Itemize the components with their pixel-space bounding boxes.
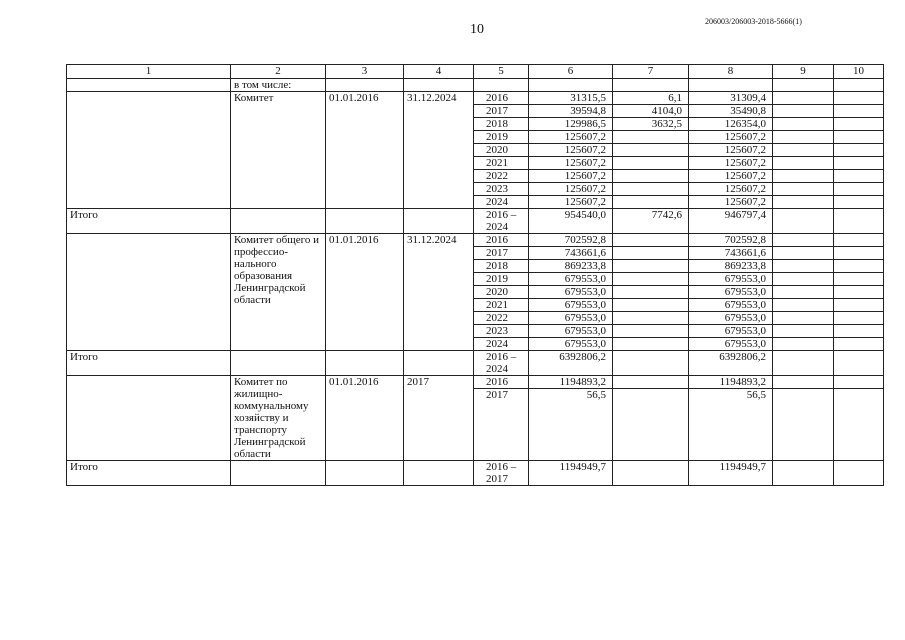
total-value-cell: 1194949,7	[529, 461, 613, 486]
total-value-cell	[613, 461, 689, 486]
value-cell: 125607,2	[689, 196, 773, 209]
subtitle-row	[67, 79, 884, 92]
cell	[773, 461, 834, 486]
cell	[834, 273, 884, 286]
value-cell: 125607,2	[529, 170, 613, 183]
total-value-cell: 954540,0	[529, 209, 613, 234]
cell	[834, 376, 884, 389]
value-cell: 679553,0	[689, 286, 773, 299]
cell	[834, 351, 884, 376]
year-cell: 2020	[474, 144, 529, 157]
value-cell	[613, 286, 689, 299]
value-cell: 125607,2	[529, 157, 613, 170]
value-cell	[613, 247, 689, 260]
value-cell	[613, 273, 689, 286]
header-cell: 10	[834, 65, 884, 79]
value-cell: 3632,5	[613, 118, 689, 131]
cell	[773, 118, 834, 131]
cell	[773, 312, 834, 325]
cell	[834, 286, 884, 299]
value-cell: 679553,0	[689, 273, 773, 286]
cell	[773, 286, 834, 299]
cell	[773, 183, 834, 196]
value-cell: 1194893,2	[689, 376, 773, 389]
year-cell: 2021	[474, 157, 529, 170]
value-cell: 679553,0	[529, 325, 613, 338]
cell	[404, 351, 474, 376]
value-cell	[613, 389, 689, 461]
value-cell: 702592,8	[689, 234, 773, 247]
cell	[773, 273, 834, 286]
cell	[67, 376, 231, 461]
value-cell: 125607,2	[529, 131, 613, 144]
header-cell: 1	[67, 65, 231, 79]
cell	[773, 79, 834, 92]
year-cell: 2016	[474, 376, 529, 389]
year-cell: 2024	[474, 338, 529, 351]
cell	[773, 234, 834, 247]
end-date-cell: 2017	[404, 376, 474, 461]
header-cell: 6	[529, 65, 613, 79]
value-cell: 702592,8	[529, 234, 613, 247]
cell	[834, 260, 884, 273]
value-cell: 56,5	[529, 389, 613, 461]
cell	[773, 325, 834, 338]
value-cell: 125607,2	[689, 183, 773, 196]
header-cell: 3	[326, 65, 404, 79]
value-cell	[613, 312, 689, 325]
header-cell: 7	[613, 65, 689, 79]
cell	[834, 131, 884, 144]
cell	[773, 260, 834, 273]
cell	[326, 461, 404, 486]
cell	[773, 105, 834, 118]
cell	[404, 209, 474, 234]
header-cell: 8	[689, 65, 773, 79]
cell	[773, 351, 834, 376]
value-cell: 56,5	[689, 389, 773, 461]
org-cell: Комитет по жилищно-коммунальному хозяйству и транспорту Ленинградской области	[231, 376, 326, 461]
value-cell	[613, 234, 689, 247]
value-cell	[613, 157, 689, 170]
cell	[404, 461, 474, 486]
value-cell: 679553,0	[689, 338, 773, 351]
year-cell: 2019	[474, 131, 529, 144]
cell	[834, 338, 884, 351]
cell	[834, 79, 884, 92]
year-cell: 2017	[474, 389, 529, 461]
cell	[773, 299, 834, 312]
cell	[834, 247, 884, 260]
value-cell	[613, 183, 689, 196]
value-cell: 31315,5	[529, 92, 613, 105]
header-cell: 4	[404, 65, 474, 79]
value-cell: 679553,0	[529, 338, 613, 351]
end-date-cell: 31.12.2024	[404, 234, 474, 351]
cell	[773, 92, 834, 105]
cell	[834, 325, 884, 338]
total-label-cell: Итого	[67, 209, 231, 234]
value-cell: 125607,2	[529, 183, 613, 196]
value-cell: 129986,5	[529, 118, 613, 131]
value-cell: 679553,0	[689, 325, 773, 338]
table-row	[67, 376, 884, 389]
total-years-cell: 2016 – 2017	[474, 461, 529, 486]
year-cell: 2017	[474, 105, 529, 118]
year-cell: 2023	[474, 183, 529, 196]
value-cell: 35490,8	[689, 105, 773, 118]
year-cell: 2016	[474, 234, 529, 247]
value-cell	[613, 131, 689, 144]
cell	[834, 234, 884, 247]
cell	[404, 79, 474, 92]
cell	[67, 234, 231, 351]
cell	[67, 79, 231, 92]
value-cell: 125607,2	[529, 144, 613, 157]
value-cell	[613, 196, 689, 209]
year-cell: 2024	[474, 196, 529, 209]
header-cell: 9	[773, 65, 834, 79]
total-label-cell: Итого	[67, 461, 231, 486]
start-date-cell: 01.01.2016	[326, 234, 404, 351]
total-value-cell	[613, 351, 689, 376]
value-cell	[613, 299, 689, 312]
document-id: 206003/206003-2018-5666(1)	[705, 17, 802, 26]
cell	[773, 157, 834, 170]
cell	[326, 79, 404, 92]
cell	[326, 351, 404, 376]
table-row	[67, 234, 884, 247]
cell	[67, 92, 231, 209]
cell	[834, 389, 884, 461]
value-cell	[613, 338, 689, 351]
value-cell: 679553,0	[529, 286, 613, 299]
value-cell: 869233,8	[689, 260, 773, 273]
cell	[773, 209, 834, 234]
cell	[773, 196, 834, 209]
cell	[834, 118, 884, 131]
value-cell: 125607,2	[689, 170, 773, 183]
cell	[773, 144, 834, 157]
total-value-cell: 1194949,7	[689, 461, 773, 486]
cell	[326, 209, 404, 234]
value-cell	[613, 260, 689, 273]
cell	[834, 209, 884, 234]
cell	[231, 209, 326, 234]
value-cell	[613, 376, 689, 389]
cell	[773, 376, 834, 389]
org-cell: Комитет	[231, 92, 326, 209]
year-cell: 2022	[474, 312, 529, 325]
org-cell: Комитет общего и профессио-нального образования Ленинградской области	[231, 234, 326, 351]
page-number: 10	[470, 22, 484, 37]
total-label-cell: Итого	[67, 351, 231, 376]
value-cell: 125607,2	[529, 196, 613, 209]
value-cell: 4104,0	[613, 105, 689, 118]
cell	[834, 105, 884, 118]
total-row	[67, 209, 884, 234]
cell	[529, 79, 613, 92]
cell	[773, 338, 834, 351]
start-date-cell: 01.01.2016	[326, 92, 404, 209]
cell	[834, 299, 884, 312]
cell	[834, 461, 884, 486]
value-cell: 31309,4	[689, 92, 773, 105]
start-date-cell: 01.01.2016	[326, 376, 404, 461]
year-cell: 2020	[474, 286, 529, 299]
end-date-cell: 31.12.2024	[404, 92, 474, 209]
value-cell: 743661,6	[689, 247, 773, 260]
cell	[773, 247, 834, 260]
cell	[773, 389, 834, 461]
cell	[231, 461, 326, 486]
table-row	[67, 92, 884, 105]
value-cell: 679553,0	[529, 273, 613, 286]
value-cell: 679553,0	[689, 312, 773, 325]
year-cell: 2016	[474, 92, 529, 105]
cell	[834, 157, 884, 170]
cell	[834, 144, 884, 157]
header-cell: 5	[474, 65, 529, 79]
value-cell: 125607,2	[689, 157, 773, 170]
value-cell: 679553,0	[529, 312, 613, 325]
header-row	[67, 65, 884, 79]
cell	[613, 79, 689, 92]
year-cell: 2023	[474, 325, 529, 338]
cell	[834, 170, 884, 183]
year-cell: 2017	[474, 247, 529, 260]
total-years-cell: 2016 – 2024	[474, 351, 529, 376]
cell	[773, 170, 834, 183]
total-row	[67, 461, 884, 486]
budget-table	[66, 64, 884, 486]
cell	[231, 351, 326, 376]
value-cell	[613, 144, 689, 157]
value-cell	[613, 325, 689, 338]
cell	[834, 196, 884, 209]
year-cell: 2021	[474, 299, 529, 312]
value-cell	[613, 170, 689, 183]
value-cell: 1194893,2	[529, 376, 613, 389]
value-cell: 126354,0	[689, 118, 773, 131]
total-row	[67, 351, 884, 376]
value-cell: 679553,0	[689, 299, 773, 312]
total-value-cell: 6392806,2	[689, 351, 773, 376]
year-cell: 2018	[474, 260, 529, 273]
cell	[773, 131, 834, 144]
value-cell: 869233,8	[529, 260, 613, 273]
cell	[689, 79, 773, 92]
cell	[474, 79, 529, 92]
header-cell: 2	[231, 65, 326, 79]
value-cell: 125607,2	[689, 144, 773, 157]
cell	[834, 92, 884, 105]
total-value-cell: 6392806,2	[529, 351, 613, 376]
year-cell: 2018	[474, 118, 529, 131]
value-cell: 6,1	[613, 92, 689, 105]
total-years-cell: 2016 – 2024	[474, 209, 529, 234]
cell	[834, 312, 884, 325]
cell	[834, 183, 884, 196]
value-cell: 743661,6	[529, 247, 613, 260]
value-cell: 679553,0	[529, 299, 613, 312]
value-cell: 125607,2	[689, 131, 773, 144]
subtitle-cell: в том числе:	[231, 79, 326, 92]
total-value-cell: 946797,4	[689, 209, 773, 234]
year-cell: 2019	[474, 273, 529, 286]
total-value-cell: 7742,6	[613, 209, 689, 234]
year-cell: 2022	[474, 170, 529, 183]
value-cell: 39594,8	[529, 105, 613, 118]
